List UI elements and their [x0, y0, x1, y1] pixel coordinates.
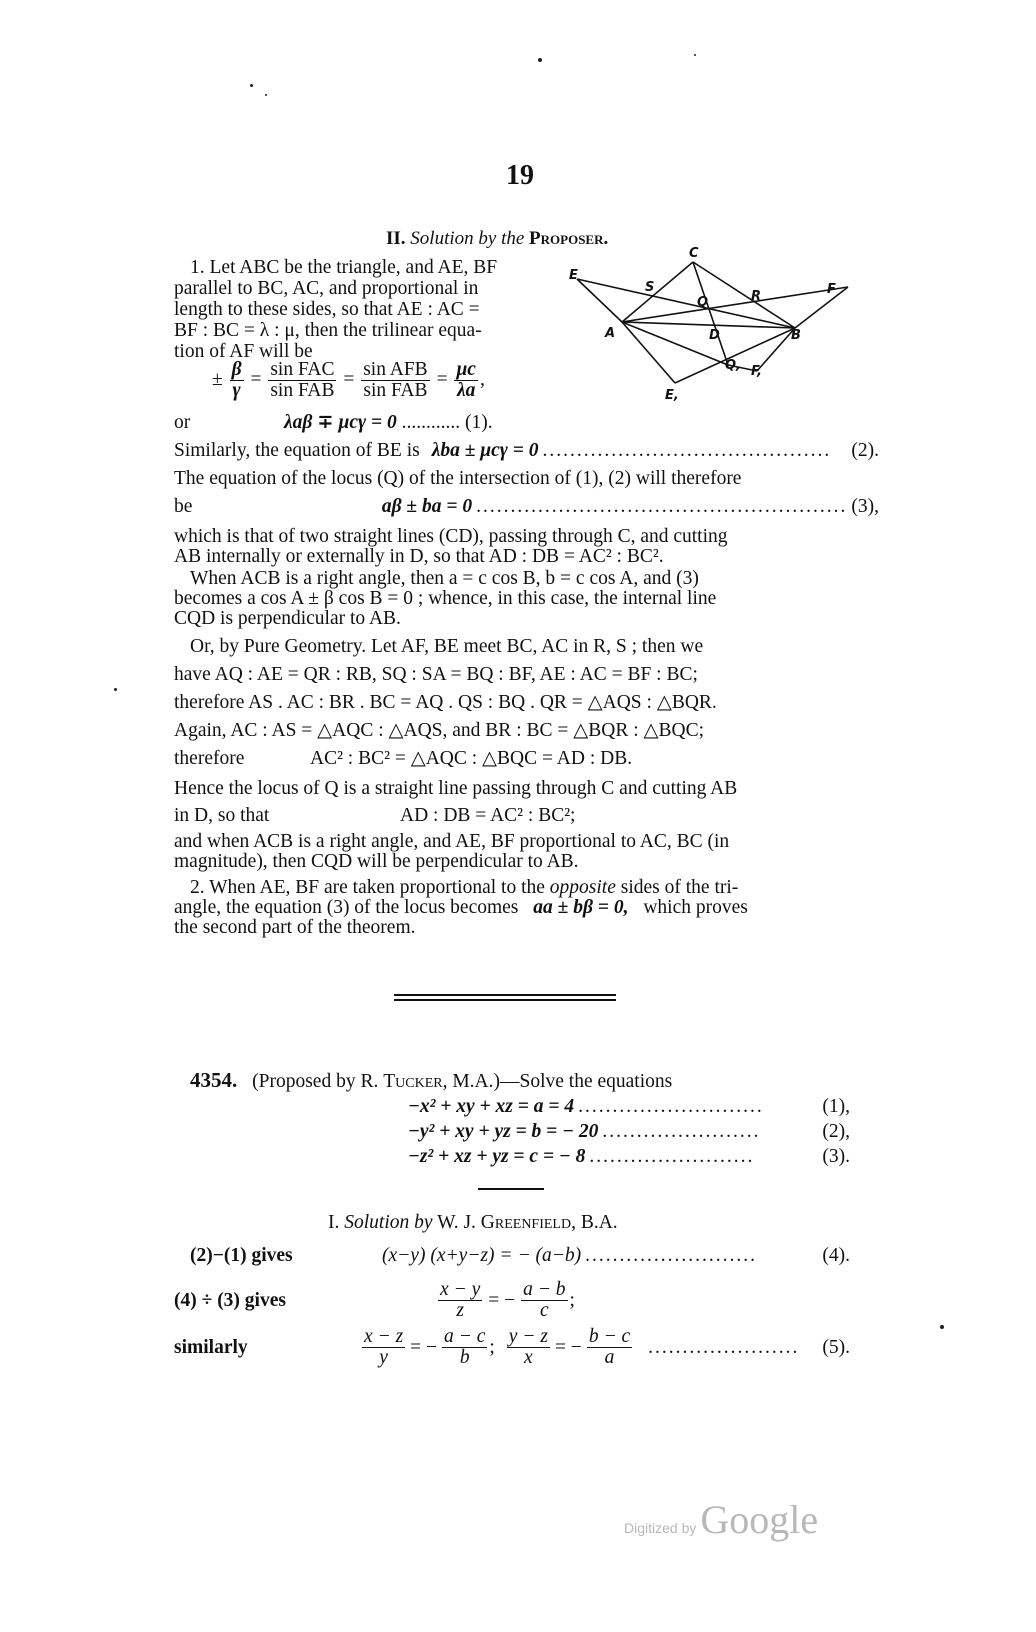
numerator: μc — [456, 359, 476, 380]
denominator: b — [459, 1347, 470, 1368]
therefore-label: therefore — [174, 748, 245, 769]
heading-italic: Solution by — [344, 1212, 433, 1233]
equation-3: aβ ± ba = 0 — [381, 496, 473, 517]
denominator: x — [524, 1347, 533, 1368]
label-F: F — [827, 282, 836, 297]
heading-name: Greenfield — [480, 1212, 572, 1233]
label-F1: F, — [751, 364, 763, 379]
equation-tag: (5). — [822, 1336, 850, 1358]
fraction — [268, 360, 336, 401]
denominator: a — [604, 1347, 615, 1368]
leader-dots: ........................ — [589, 1146, 755, 1167]
text-line: Hence the locus of Q is a straight line passing through C and cutting AB — [174, 778, 738, 799]
numerator: sin AFB — [363, 359, 428, 380]
paragraph-6-line-2 — [174, 897, 879, 919]
text: , M.A.)—Solve the equations — [442, 1071, 673, 1092]
watermark-prefix: Digitized by — [624, 1520, 697, 1536]
text: 2. When AE, BF are taken proportional to the — [190, 877, 545, 898]
scan-speck — [250, 84, 253, 87]
text-line: which is that of two straight lines (CD), passing through C, and cutting — [174, 526, 728, 547]
be-label: be — [174, 496, 193, 517]
double-rule-top — [394, 994, 616, 996]
emphasis: opposite — [549, 877, 616, 898]
figure-line-EB — [577, 279, 795, 328]
text-line: magnitude), then CQD will be perpendicular to AB. — [174, 851, 579, 872]
leader-dots: ...................... — [648, 1336, 800, 1358]
numerator: a − c — [444, 1326, 486, 1347]
equation: −z² + xz + yz = c = − 8 — [408, 1146, 586, 1167]
heading-italic: Solution by the — [410, 228, 525, 249]
denominator: z — [456, 1300, 464, 1321]
operator: = − — [554, 1336, 582, 1358]
problem-header — [190, 1068, 672, 1093]
short-rule — [478, 1188, 544, 1190]
heading-numeral: I. — [328, 1212, 340, 1233]
label-Q: Q — [697, 295, 709, 310]
numerator: y − z — [508, 1326, 548, 1347]
equation-af: ± $\frac{\beta}{\gamma}$ = $\frac{\text{sin FAC}}{\text{sin FAB}}$ = $\frac{\text{sin AFB}}{\text{sin FAB}}$ = $\frac{\mu c}{\lambda a}$ , — [212, 359, 485, 401]
leader-dots: ......................... — [585, 1245, 757, 1266]
scan-speck — [694, 54, 696, 56]
problem-number: 4354. — [190, 1068, 238, 1092]
text-line: tion of AF will be — [174, 341, 313, 362]
text-line: Or, by Pure Geometry. Let AF, BE meet BC, AC in R, S ; then we — [190, 636, 704, 657]
semicolon: ; — [489, 1336, 495, 1358]
denominator: γ — [232, 380, 241, 401]
text-line: 1. Let ABC be the triangle, and AE, BF — [190, 257, 498, 278]
fraction — [230, 360, 244, 401]
double-rule-bottom — [394, 999, 616, 1001]
derivation-row-3 — [174, 1327, 850, 1368]
scan-speck — [114, 688, 117, 691]
leader-dots: ............ — [401, 412, 461, 433]
equation-1-expr: λaβ ∓ μcγ = 0 — [284, 412, 397, 433]
text-line: the second part of the theorem. — [174, 917, 416, 938]
fraction — [587, 1327, 632, 1368]
figure-line-EA — [577, 279, 622, 322]
heading-initials: W. J. — [437, 1212, 476, 1233]
fraction — [438, 1280, 482, 1321]
derivation-row-1 — [190, 1245, 850, 1267]
text: angle, the equation (3) of the locus becomes — [174, 897, 519, 918]
figure-line-AF — [622, 287, 848, 322]
fraction — [361, 360, 430, 401]
in-d-line — [174, 805, 879, 827]
semicolon: ; — [569, 1289, 575, 1311]
text: which proves — [643, 897, 748, 918]
denominator: sin FAB — [270, 380, 335, 401]
equation-tag: (1), — [822, 1096, 850, 1117]
text-line: BF : BC = λ : μ, then the trilinear equa- — [174, 320, 482, 341]
text-line: becomes a cos A ± β cos B = 0 ; whence, in this case, the internal line — [174, 588, 717, 609]
fraction — [521, 1280, 567, 1321]
plus-minus: ± — [212, 368, 223, 390]
figure-line-AE1 — [622, 322, 675, 383]
text-line: Again, AC : AS = △AQC : △AQS, and BR : BC = △BQR : △BQC; — [174, 720, 705, 741]
leader-dots: ...................................................... — [476, 496, 848, 517]
in-d-label: in D, so that — [174, 805, 270, 826]
page-number: 19 — [506, 160, 534, 191]
equation-tag: (1). — [464, 412, 493, 433]
proposer-name: Tucker — [383, 1071, 443, 1092]
row-label: (2)−(1) gives — [190, 1245, 293, 1266]
figure-line-CQ1 — [693, 262, 728, 365]
text: Similarly, the equation of BE is — [174, 440, 420, 461]
figure-line-BF1 — [757, 328, 795, 371]
leader-dots: .......................................... — [542, 440, 832, 461]
paragraph-6-line-1 — [190, 877, 879, 899]
label-R: R — [751, 289, 762, 304]
text-line: parallel to BC, AC, and proportional in — [174, 278, 479, 299]
equation: aa ± bβ = 0, — [533, 897, 629, 918]
denominator: λa — [457, 380, 476, 401]
scan-speck — [538, 58, 542, 62]
text-line: AB internally or externally in D, so that AD : DB = AC² : BC². — [174, 546, 664, 567]
fraction — [362, 1327, 405, 1368]
equation: −y² + xy + yz = b = − 20 — [408, 1121, 599, 1142]
google-watermark — [624, 1496, 818, 1543]
problem-equation — [408, 1096, 850, 1118]
label-A: A — [605, 326, 616, 341]
text-line: and when ACB is a right angle, and AE, BF proportional to AC, BC (in — [174, 831, 730, 852]
equation-1 — [284, 412, 493, 434]
text-line: therefore AS . AC : BR . BC = AQ . QS : BQ . QR = △AQS : △BQR. — [174, 692, 717, 713]
derivation-row-2 — [174, 1280, 575, 1321]
label-D: D — [709, 328, 720, 343]
label-Q1: Q, — [725, 358, 741, 373]
label-E: E — [569, 268, 578, 283]
figure-line-E1B — [675, 328, 795, 383]
numerator: x − y — [440, 1279, 481, 1300]
denominator: y — [379, 1347, 388, 1368]
label-S: S — [645, 280, 655, 295]
text-line: length to these sides, so that AE : AC = — [174, 299, 480, 320]
text-line: have AQ : AE = QR : RB, SQ : SA = BQ : BF, AE : AC = BF : BC; — [174, 664, 698, 685]
leader-dots: ........................... — [578, 1096, 764, 1117]
triangle-figure — [565, 245, 855, 405]
numerator: a − b — [523, 1279, 566, 1300]
figure-line-BF — [795, 287, 848, 328]
numerator: β — [231, 359, 242, 380]
text-line: The equation of the locus (Q) of the intersection of (1), (2) will therefore — [174, 468, 742, 489]
equation: −x² + xy + xz = a = 4 — [408, 1096, 575, 1117]
scan-speck — [940, 1325, 944, 1329]
equation-tag: (2). — [851, 440, 879, 461]
equation-1-line — [174, 412, 879, 434]
problem-equation — [408, 1121, 850, 1143]
numerator: sin FAC — [270, 359, 335, 380]
label-B: B — [791, 328, 801, 343]
equation-tag: (3). — [822, 1146, 850, 1167]
row-label: similarly — [174, 1336, 248, 1358]
heading-numeral: II. — [386, 228, 406, 249]
comma: , — [479, 368, 485, 390]
equation-2-line — [174, 440, 879, 462]
text-line: CQD is perpendicular to AB. — [174, 608, 401, 629]
label-E1: E, — [665, 388, 679, 403]
heading-proposer: Proposer. — [529, 228, 609, 249]
numerator: b − c — [588, 1326, 631, 1347]
fraction — [507, 1327, 550, 1368]
fraction — [454, 360, 478, 401]
section-heading-greenfield — [328, 1212, 618, 1234]
or-label: or — [174, 412, 191, 433]
therefore-line — [174, 748, 879, 770]
watermark-brand: Google — [700, 1497, 819, 1542]
operator: = − — [488, 1289, 516, 1311]
scan-speck — [265, 94, 267, 96]
leader-dots: ....................... — [602, 1121, 761, 1142]
heading-tail: , B.A. — [571, 1212, 618, 1233]
equation-tag: (4). — [822, 1245, 850, 1266]
numerator: x − z — [364, 1326, 404, 1347]
equation-3-line — [174, 496, 879, 518]
label-C: C — [689, 246, 699, 261]
operator: = − — [410, 1336, 438, 1358]
text-line: When ACB is a right angle, then a = c cos B, b = c cos A, and (3) — [190, 568, 699, 589]
ratio-equation: AC² : BC² = △AQC : △BQC = AD : DB. — [310, 748, 633, 769]
problem-equation — [408, 1146, 850, 1168]
denominator: c — [539, 1300, 549, 1321]
denominator: sin FAB — [363, 380, 428, 401]
figure-line-CB — [693, 262, 795, 328]
equation-tag: (3), — [851, 496, 879, 517]
ratio-equation: AD : DB = AC² : BC²; — [400, 805, 576, 826]
row-label: (4) ÷ (3) gives — [174, 1289, 286, 1311]
text: sides of the tri- — [620, 877, 739, 898]
equation: (x−y) (x+y−z) = − (a−b) — [382, 1245, 582, 1266]
text: (Proposed by R. — [252, 1071, 379, 1092]
fraction — [442, 1327, 487, 1368]
equation-tag: (2), — [822, 1121, 850, 1142]
equation-2: λba ± μcγ = 0 — [431, 440, 539, 461]
